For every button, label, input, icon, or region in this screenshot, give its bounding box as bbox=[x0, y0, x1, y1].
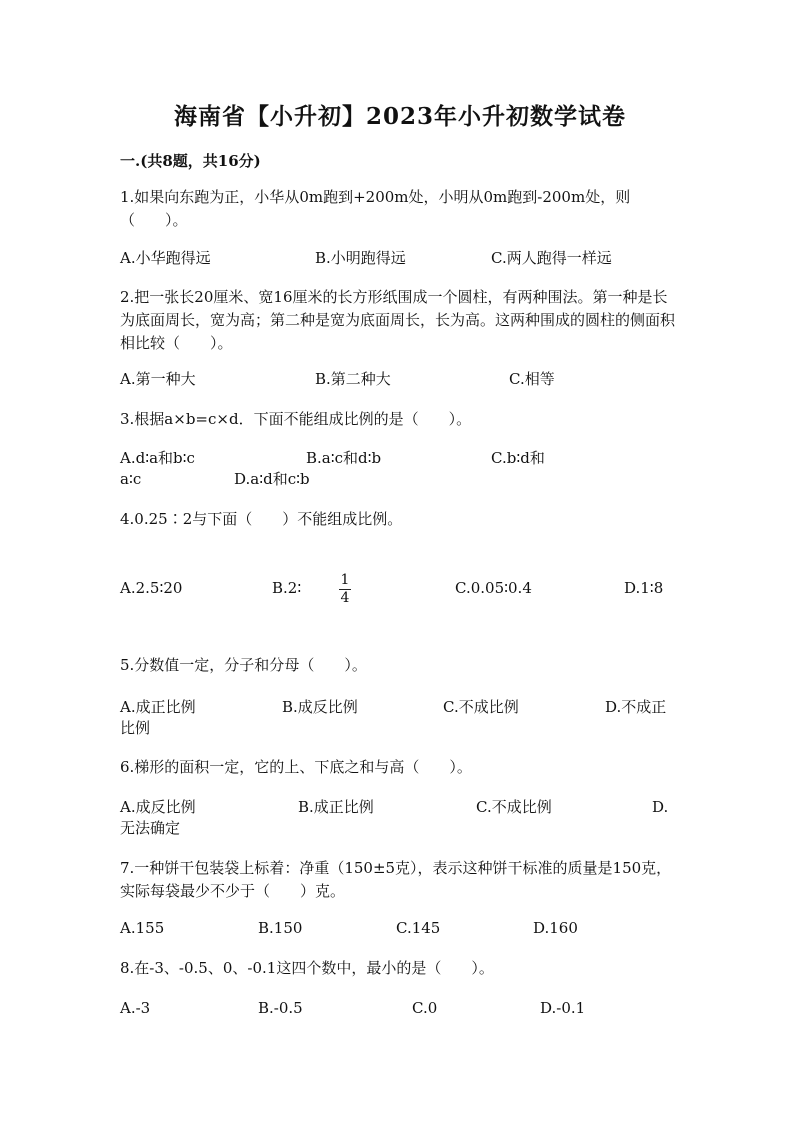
question-5-option-a[interactable]: A.成正比例 bbox=[120, 698, 196, 716]
question-7-stem: 7.一种饼干包装袋上标着：净重（150±5克），表示这种饼干标准的质量是150克，实际每袋最少不少于（ ）克。 bbox=[120, 859, 672, 900]
fraction-denominator: 4 bbox=[340, 590, 350, 606]
question-7-option-a[interactable]: A.155 bbox=[120, 919, 165, 937]
question-4-fraction bbox=[339, 573, 351, 606]
question-7-option-c[interactable]: C.145 bbox=[396, 919, 441, 937]
section-heading: 一.(共8题，共16分) bbox=[120, 152, 261, 170]
question-8-stem: 8.在-3、-0.5、0、-0.1这四个数中，最小的是（ ）。 bbox=[120, 959, 494, 977]
question-4-option-b[interactable]: B.2∶ bbox=[272, 579, 302, 597]
question-2-option-c[interactable]: C.相等 bbox=[509, 370, 555, 388]
question-1-option-a[interactable]: A.小华跑得远 bbox=[120, 249, 211, 267]
question-4-option-a[interactable]: A.2.5∶20 bbox=[120, 579, 183, 597]
question-7-option-d[interactable]: D.160 bbox=[533, 919, 578, 937]
question-8-option-c[interactable]: C.0 bbox=[412, 999, 438, 1017]
question-6-option-d-continued[interactable]: 无法确定 bbox=[120, 819, 181, 837]
question-6-option-c[interactable]: C.不成比例 bbox=[476, 798, 552, 816]
question-3-option-c[interactable]: C.b∶d和 bbox=[491, 449, 545, 467]
question-5-option-b[interactable]: B.成反比例 bbox=[282, 698, 358, 716]
question-5-stem: 5.分数值一定，分子和分母（ ）。 bbox=[120, 656, 367, 674]
question-2-stem: 2.把一张长20厘米、宽16厘米的长方形纸围成一个圆柱，有两种围法。第一种是长为底面周长，宽为高；第二种是宽为底面周长，长为高。这两种围成的圆柱的侧面积相比较（ ）。 bbox=[120, 288, 676, 352]
question-2-option-b[interactable]: B.第二种大 bbox=[315, 370, 391, 388]
exam-title: 海南省【小升初】2023年小升初数学试卷 bbox=[173, 103, 626, 130]
question-7-option-b[interactable]: B.150 bbox=[258, 919, 303, 937]
question-8-option-b[interactable]: B.-0.5 bbox=[258, 999, 303, 1017]
question-6-option-a[interactable]: A.成反比例 bbox=[120, 798, 196, 816]
question-4-stem: 4.0.25∶2与下面（ ）不能组成比例。 bbox=[120, 510, 403, 528]
question-4-option-c[interactable]: C.0.05∶0.4 bbox=[455, 579, 532, 597]
question-1-option-b[interactable]: B.小明跑得远 bbox=[315, 249, 406, 267]
question-3-option-b[interactable]: B.a∶c和d∶b bbox=[306, 449, 382, 467]
fraction-numerator: 1 bbox=[340, 572, 350, 588]
question-5-option-d[interactable]: D.不成正 bbox=[605, 698, 667, 716]
question-8-option-d[interactable]: D.-0.1 bbox=[540, 999, 586, 1017]
question-4-option-d[interactable]: D.1∶8 bbox=[624, 579, 664, 597]
question-6-option-d[interactable]: D. bbox=[652, 798, 669, 816]
question-3-stem: 3.根据a×b=c×d．下面不能组成比例的是（ ）。 bbox=[120, 410, 472, 428]
question-1-stem: 1.如果向东跑为正，小华从0m跑到+200m处，小明从0m跑到-200m处，则（ ）。 bbox=[120, 188, 631, 229]
question-3-option-a[interactable]: A.d∶a和b∶c bbox=[120, 449, 195, 467]
question-5-option-d-continued[interactable]: 比例 bbox=[120, 719, 151, 737]
question-6-option-b[interactable]: B.成正比例 bbox=[298, 798, 374, 816]
question-1-option-c[interactable]: C.两人跑得一样远 bbox=[491, 249, 612, 267]
question-8-option-a[interactable]: A.-3 bbox=[120, 999, 151, 1017]
question-5-option-c[interactable]: C.不成比例 bbox=[443, 698, 519, 716]
question-6-stem: 6.梯形的面积一定，它的上、下底之和与高（ ）。 bbox=[120, 758, 472, 776]
question-3-option-d[interactable]: D.a∶d和c∶b bbox=[234, 470, 310, 488]
question-2-option-a[interactable]: A.第一种大 bbox=[120, 370, 196, 388]
question-3-option-c-continued[interactable]: a∶c bbox=[120, 470, 142, 488]
